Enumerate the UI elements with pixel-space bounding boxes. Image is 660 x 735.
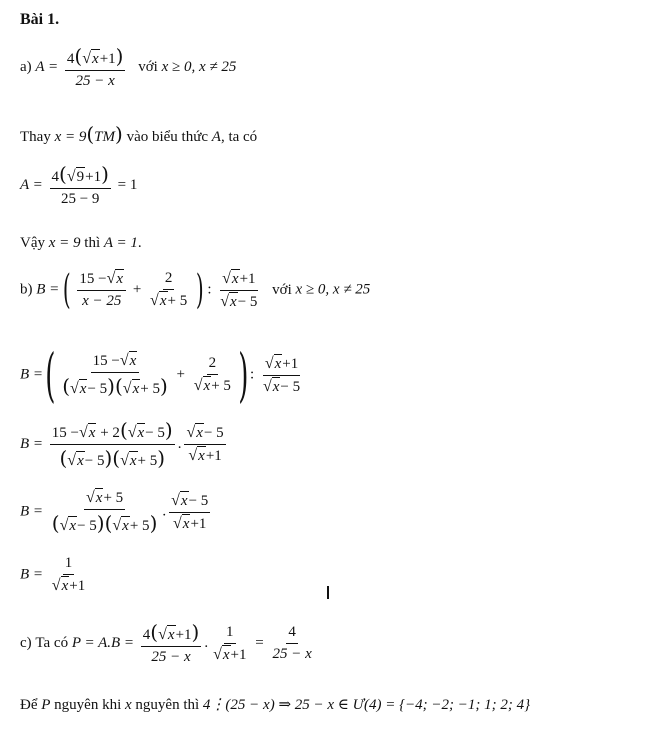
b-step-simplify: B = $\frac{√x+ 5}{(√x- 5)(√x+ 5)}$ . $\frac{√x- 5}{√x+1}$ [20, 489, 209, 535]
part-a-definition: a) A = $\frac{4(√x+1)}{25 - x}$ với x ≥ 0, x ≠ 25 [20, 44, 237, 89]
a-fraction: $\frac{4(√x+1)}{25 - x}$ [66, 44, 124, 89]
part-c-product: c) Ta có P = A.B = $\frac{4(√x+1)}{25 - x}$ . $\frac{1}{√x+1}$ = $\frac{4}{25 - x}$ [20, 620, 312, 665]
b-step-combine: B = $\frac{15 -√x + 2(√x- 5)}{(√x- 5)(√x+ 5)}$ . $\frac{√x- 5}{√x+1}$ [20, 418, 224, 470]
exercise-heading: Bài 1. [20, 11, 60, 28]
conclusion-line: Vậy x = 9 thì A = 1. [20, 235, 142, 251]
a-A-eq: A = [35, 59, 59, 75]
b-result: B = $\frac{1}{√x+1}$ [20, 555, 86, 594]
part-b-definition: b) B = ( $\frac{15 -√x}{x - 25}$ + $\frac{2}{√x+ 5}$ ) : $\frac{√x+1}{√x- 5}$ với x ≥ 0, x ≠ 25 [20, 267, 371, 313]
a-condition: x ≥ 0, x ≠ 25 [161, 59, 237, 75]
text-cursor [327, 586, 329, 599]
a-computation: A = $\frac{4(√9+1)}{25 - 9}$ = 1 [20, 162, 138, 207]
substitution-line: Thay x = 9(TM) vào biểu thức A, ta có [20, 122, 258, 146]
part-c-divisibility: Để P nguyên khi x nguyên thì 4⋮(25 − x) ⇒ 25 − x ∈ Ư(4) = {−4; −2; −1; 1; 2; 4} [20, 697, 531, 713]
b-step-expand: B = ( $\frac{15 -√x}{(√x- 5)(√x+ 5)}$ + $\frac{2}{√x+ 5}$ ) : $\frac{√x+1}{√x- 5}$ [20, 341, 301, 409]
part-a-label: a) [20, 59, 32, 75]
